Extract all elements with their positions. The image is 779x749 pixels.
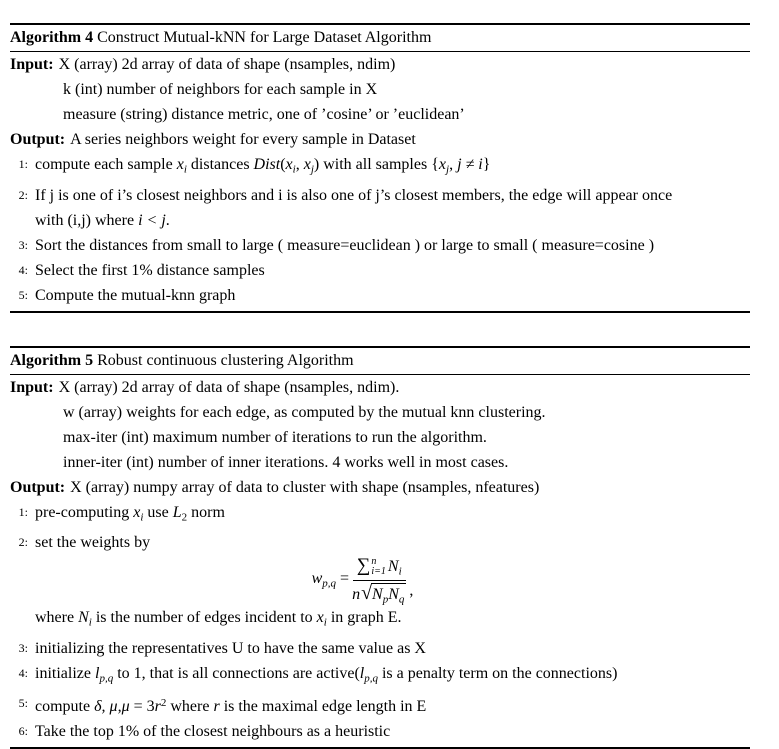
- radicand: [371, 583, 406, 606]
- step-number: 5:: [10, 283, 28, 308]
- input-line: [10, 400, 750, 425]
- math-text: x: [286, 156, 293, 173]
- math-text: x: [133, 504, 140, 521]
- algorithm-title-label: Algorithm 5: [10, 352, 93, 369]
- math-text: distances: [187, 156, 254, 173]
- math-text: x: [304, 156, 311, 173]
- math-text: Dist: [254, 156, 281, 173]
- step-number: 4:: [10, 258, 28, 283]
- step-line: [35, 500, 750, 531]
- step-row: [10, 183, 750, 233]
- step-line: [35, 661, 750, 692]
- math-text: initialize: [35, 665, 95, 682]
- math-text: use: [143, 504, 172, 521]
- math-text: x: [317, 609, 324, 626]
- math-text: compute: [35, 698, 94, 715]
- math-text: i: [89, 617, 92, 629]
- step-row: [10, 691, 750, 719]
- math-text: If j is one of i’s closest neighbors and i is also one of j’s closest members, the edge will appear once: [35, 187, 672, 204]
- input-line: [10, 425, 750, 450]
- output-section: [10, 475, 750, 500]
- step-row: [10, 233, 750, 258]
- math-text: measure (string) distance metric, one of ’cosine’ or ’euclidean’: [63, 106, 465, 123]
- step-number: 1:: [10, 500, 28, 531]
- step-line: [35, 233, 750, 258]
- math-text: N: [388, 586, 399, 603]
- step-row: [10, 530, 750, 636]
- step-body: [35, 636, 750, 661]
- math-text: = 3: [130, 698, 155, 715]
- algorithm-4-header: [10, 23, 750, 52]
- input-line: [10, 77, 750, 102]
- math-text: i: [140, 511, 143, 523]
- math-text: X (array) 2d array of data of shape (nsamples, ndim).: [59, 379, 400, 396]
- math-text: is the maximal edge length in E: [220, 698, 427, 715]
- math-text: N: [78, 609, 89, 626]
- math-text: in graph E.: [327, 609, 402, 626]
- math-text: j: [311, 164, 314, 176]
- step-body: [35, 530, 750, 636]
- algorithm-title-text: Robust continuous clustering Algorithm: [93, 352, 353, 369]
- math-text: w (array) weights for each edge, as computed by the mutual knn clustering.: [63, 404, 546, 421]
- step-line: [35, 152, 750, 183]
- step-line: [35, 283, 750, 308]
- sum-limits: [371, 557, 386, 577]
- output-label: Output:: [10, 479, 65, 496]
- step-body: [35, 283, 750, 308]
- algorithm-title-text: Construct Mutual-kNN for Large Dataset Algorithm: [93, 29, 431, 46]
- algorithm-5-header: [10, 346, 750, 375]
- step-line: [35, 636, 750, 661]
- math-text: x: [177, 156, 184, 173]
- step-number: 3:: [10, 233, 28, 258]
- math-text: ,: [449, 156, 457, 173]
- input-label: Input:: [10, 56, 54, 73]
- step-line: [35, 605, 750, 636]
- algorithm-5-block: [10, 346, 750, 749]
- step-body: [35, 691, 750, 719]
- math-text: max-iter (int) maximum number of iterations to run the algorithm.: [63, 429, 487, 446]
- math-text: ) with all samples {: [314, 156, 439, 173]
- step-row: [10, 258, 750, 283]
- step-number: 2:: [10, 530, 28, 636]
- step-row: [10, 152, 750, 183]
- math-text: norm: [187, 504, 225, 521]
- formula-group: [312, 570, 349, 590]
- step-line: [35, 719, 750, 744]
- step-number: 5:: [10, 691, 28, 719]
- math-text: N: [372, 586, 383, 603]
- math-text: .: [166, 212, 170, 229]
- step-body: [35, 183, 750, 233]
- math-text: set the weights by: [35, 534, 150, 551]
- output-section: [10, 127, 750, 152]
- output-label: Output:: [10, 131, 65, 148]
- sum-lower-limit: i=1: [371, 567, 386, 577]
- math-text: k (int) number of neighbors for each sample in X: [63, 81, 377, 98]
- math-text: inner-iter (int) number of inner iterations. 4 works well in most cases.: [63, 454, 508, 471]
- input-section: [10, 375, 750, 475]
- math-text: q: [399, 593, 405, 605]
- radical-sign-icon: √: [361, 583, 372, 603]
- math-text: A series neighbors weight for every sample in Dataset: [70, 131, 416, 148]
- square-root: [361, 583, 406, 606]
- step-row: [10, 661, 750, 692]
- math-text: Sort the distances from small to large ( measure=euclidean ) or large to small ( measure=cosine ): [35, 237, 654, 254]
- step-row: [10, 283, 750, 308]
- math-text: ,: [409, 582, 413, 599]
- math-text: X (array) numpy array of data to cluster with shape (nsamples, nfeatures): [70, 479, 539, 496]
- output-line: [10, 475, 750, 500]
- math-text: l: [360, 665, 364, 682]
- step-row: [10, 636, 750, 661]
- algorithm-body: [10, 375, 750, 745]
- math-text: 2: [161, 697, 167, 709]
- math-text: pre-computing: [35, 504, 133, 521]
- algorithm-4-block: [10, 23, 750, 313]
- math-text: w: [312, 570, 323, 587]
- step-body: [35, 233, 750, 258]
- step-line: [35, 183, 750, 208]
- fraction-numerator: [353, 555, 406, 581]
- math-text: 2: [182, 511, 188, 523]
- formula-fraction: [352, 555, 406, 605]
- math-text: Compute the mutual-knn graph: [35, 287, 235, 304]
- math-text: p,q: [99, 672, 113, 684]
- math-text: x: [439, 156, 446, 173]
- math-text: (: [280, 156, 285, 173]
- step-body: [35, 719, 750, 744]
- math-text: is a penalty term on the connections): [378, 665, 617, 682]
- math-text: N: [388, 558, 399, 575]
- math-text: p: [383, 593, 389, 605]
- math-text: l: [95, 665, 99, 682]
- math-text: compute each sample: [35, 156, 177, 173]
- step-body: [35, 152, 750, 183]
- step-number: 1:: [10, 152, 28, 183]
- step-body: [35, 500, 750, 531]
- math-text: p,q: [322, 578, 336, 590]
- step-line: [35, 691, 750, 719]
- math-text: r: [155, 698, 161, 715]
- step-number: 2:: [10, 183, 28, 233]
- input-line: [10, 52, 750, 77]
- math-text: δ, μ,μ: [94, 698, 130, 715]
- math-text: j ≠ i: [457, 156, 483, 173]
- math-text: i: [324, 617, 327, 629]
- math-text: j: [446, 164, 449, 176]
- sum-upper-limit: n: [371, 557, 386, 567]
- step-number: 4:: [10, 661, 28, 692]
- math-text: i: [293, 164, 296, 176]
- input-label: Input:: [10, 379, 54, 396]
- input-line: [10, 375, 750, 400]
- math-text: i: [399, 566, 402, 578]
- math-text: p,q: [364, 672, 378, 684]
- math-text: ,: [296, 156, 304, 173]
- math-text: ∑: [357, 555, 371, 576]
- math-text: Take the top 1% of the closest neighbours as a heuristic: [35, 723, 390, 740]
- fraction-denominator: [352, 581, 406, 606]
- input-line: [10, 450, 750, 475]
- math-text: r: [213, 698, 219, 715]
- math-text: X (array) 2d array of data of shape (nsamples, ndim): [59, 56, 396, 73]
- math-text: =: [336, 570, 349, 587]
- formula-group: [409, 582, 413, 600]
- math-text: i < j: [138, 212, 166, 229]
- math-text: i: [184, 164, 187, 176]
- algorithm-body: [10, 52, 750, 308]
- math-text: where: [166, 698, 213, 715]
- math-text: Select the first 1% distance samples: [35, 262, 265, 279]
- step-body: [35, 258, 750, 283]
- step-row: [10, 500, 750, 531]
- math-text: initializing the representatives U to have the same value as X: [35, 640, 426, 657]
- math-text: to 1, that is all connections are active(: [113, 665, 360, 682]
- step-body: [35, 661, 750, 692]
- step-line: [35, 530, 750, 555]
- output-line: [10, 127, 750, 152]
- steps-list: [10, 152, 750, 308]
- math-text: n: [352, 586, 360, 603]
- algorithm-title-label: Algorithm 4: [10, 29, 93, 46]
- input-section: [10, 52, 750, 127]
- input-line: [10, 102, 750, 127]
- math-text: L: [173, 504, 182, 521]
- step-line: [35, 208, 750, 233]
- step-number: 3:: [10, 636, 28, 661]
- math-text: is the number of edges incident to: [92, 609, 317, 626]
- step-row: [10, 719, 750, 744]
- math-text: with (i,j) where: [35, 212, 138, 229]
- math-text: where: [35, 609, 78, 626]
- step-number: 6:: [10, 719, 28, 744]
- step-line: [35, 258, 750, 283]
- math-text: }: [483, 156, 491, 173]
- display-formula: [35, 555, 750, 605]
- steps-list: [10, 500, 750, 745]
